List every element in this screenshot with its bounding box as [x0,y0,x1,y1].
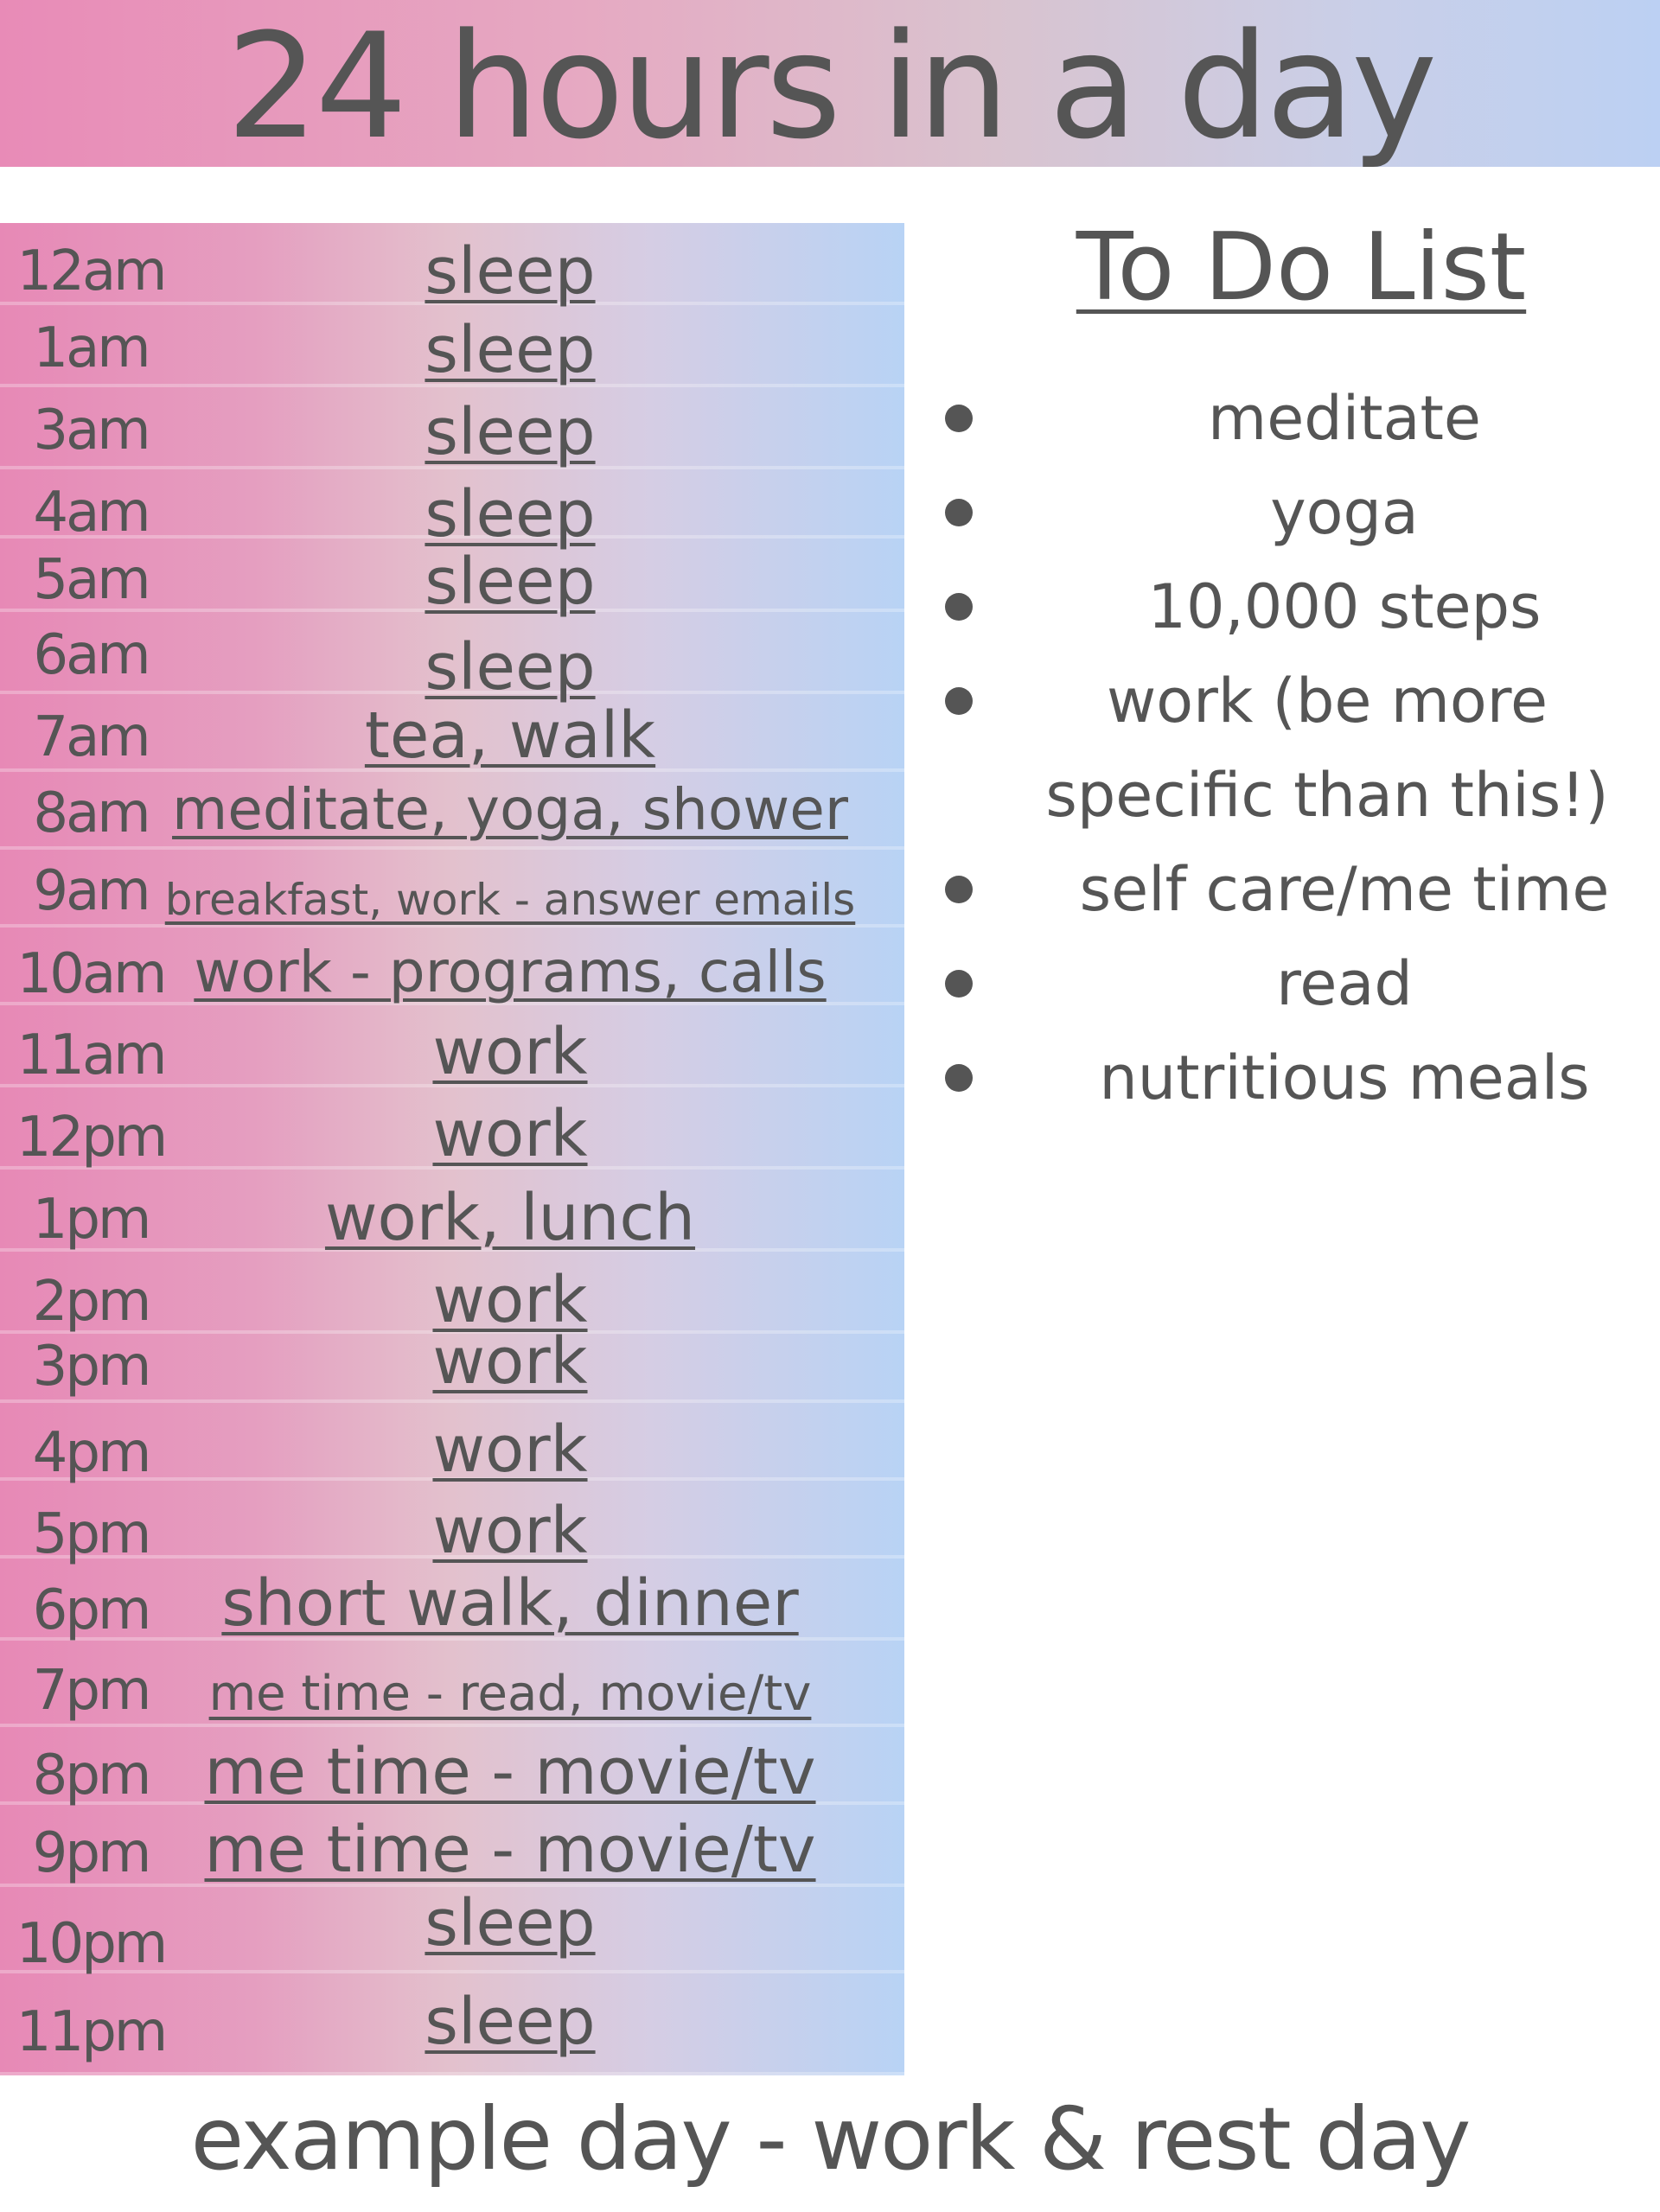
todo-item-text: work (be more specific than this!) [1045,666,1609,831]
footer-caption: example day - work & rest day [190,2088,1470,2190]
schedule-activity: sleep [425,395,596,469]
schedule-activity: sleep [425,477,596,551]
schedule-activity: meditate, yoga, shower [172,776,848,843]
schedule-row [0,1481,904,1568]
schedule-row [0,1324,904,1403]
schedule-row [0,469,904,551]
todo-item-text: 10,000 steps [1147,571,1542,642]
schedule-row [0,1252,904,1337]
schedule-time: 7pm [32,1659,150,1723]
bullet-icon [945,687,973,715]
schedule-time: 1am [33,316,149,380]
schedule-activity: work [432,1263,588,1337]
schedule-row [0,772,904,850]
schedule-activity: sleep [425,1985,596,2059]
todo-item-text: self care/me time [1079,854,1610,925]
todo-item-text: nutritious meals [1099,1042,1590,1113]
schedule-row [0,539,904,619]
schedule-time: 11am [16,1023,165,1087]
page-title: 24 hours in a day [226,2,1434,171]
schedule-activity: work [432,1015,588,1089]
todo-list [934,372,1660,1125]
todo-item [934,560,1660,654]
schedule-time: 10am [16,942,165,1006]
todo-item [934,1031,1660,1125]
schedule-activity: me time - movie/tv [204,1813,816,1887]
schedule-row [0,1559,904,1641]
schedule-time: 8pm [32,1743,150,1807]
schedule-row [0,612,904,704]
schedule-row [0,694,904,772]
schedule-time: 4pm [32,1421,150,1485]
schedule-row [0,928,904,1005]
todo-item-text: read [1276,948,1413,1019]
schedule-row [0,1087,904,1170]
bullet-icon [945,970,973,998]
todo-item [934,937,1660,1031]
bullet-icon [945,405,973,432]
schedule-row [0,1403,904,1487]
schedule-row [0,1973,904,2075]
schedule-table [0,223,904,2075]
schedule-row [0,850,904,928]
schedule-time: 11pm [16,2000,166,2064]
schedule-time: 6am [33,623,149,687]
schedule-time: 8am [33,781,149,845]
todo-heading: To Do List [1076,214,1527,322]
schedule-row [0,1805,904,1887]
schedule-row [0,1886,904,1976]
schedule-time: 10pm [16,1912,166,1976]
schedule-row [0,1641,904,1727]
schedule-time: 1pm [32,1188,150,1252]
bullet-icon [945,499,973,526]
schedule-time: 2pm [32,1270,150,1334]
schedule-row [0,387,904,469]
schedule-activity: work, lunch [324,1181,696,1255]
schedule-activity: sleep [425,313,596,387]
schedule-activity: work - programs, calls [194,939,827,1005]
bullet-icon [945,593,973,621]
schedule-activity: sleep [425,545,596,619]
schedule-row [0,1727,904,1809]
schedule-activity: work [432,1494,588,1568]
schedule-time: 6pm [32,1578,150,1642]
todo-item [934,372,1660,466]
schedule-activity: work [432,1412,588,1487]
schedule-time: 3am [33,398,149,462]
todo-item [934,654,1660,843]
bullet-icon [945,1064,973,1092]
schedule-time: 12am [16,239,165,303]
schedule-activity: tea, walk [364,698,656,773]
schedule-row [0,305,904,387]
schedule-activity: short walk, dinner [221,1566,799,1641]
schedule-activity: me time - movie/tv [204,1735,816,1809]
schedule-row [0,1170,904,1255]
schedule-row [0,1005,904,1087]
schedule-time: 9am [33,859,149,923]
todo-item-text: meditate [1208,383,1481,454]
todo-item-text: yoga [1270,477,1419,548]
schedule-activity: work [432,1324,588,1399]
schedule-time: 7am [33,705,149,769]
schedule-time: 12pm [16,1106,166,1170]
schedule-activity: sleep [425,630,596,704]
schedule-activity: sleep [425,234,596,309]
schedule-row [0,223,904,309]
schedule-activity: work [432,1097,588,1171]
schedule-time: 5pm [32,1502,150,1566]
schedule-activity: me time - read, movie/tv [208,1666,812,1722]
schedule-time: 9pm [32,1821,150,1885]
schedule-activity: breakfast, work - answer emails [164,875,856,925]
todo-item [934,843,1660,937]
schedule-time: 4am [33,481,149,545]
bullet-icon [945,876,973,903]
schedule-activity: sleep [425,1886,596,1960]
schedule-time: 3pm [32,1335,150,1399]
schedule-time: 5am [33,548,149,612]
todo-item [934,466,1660,560]
